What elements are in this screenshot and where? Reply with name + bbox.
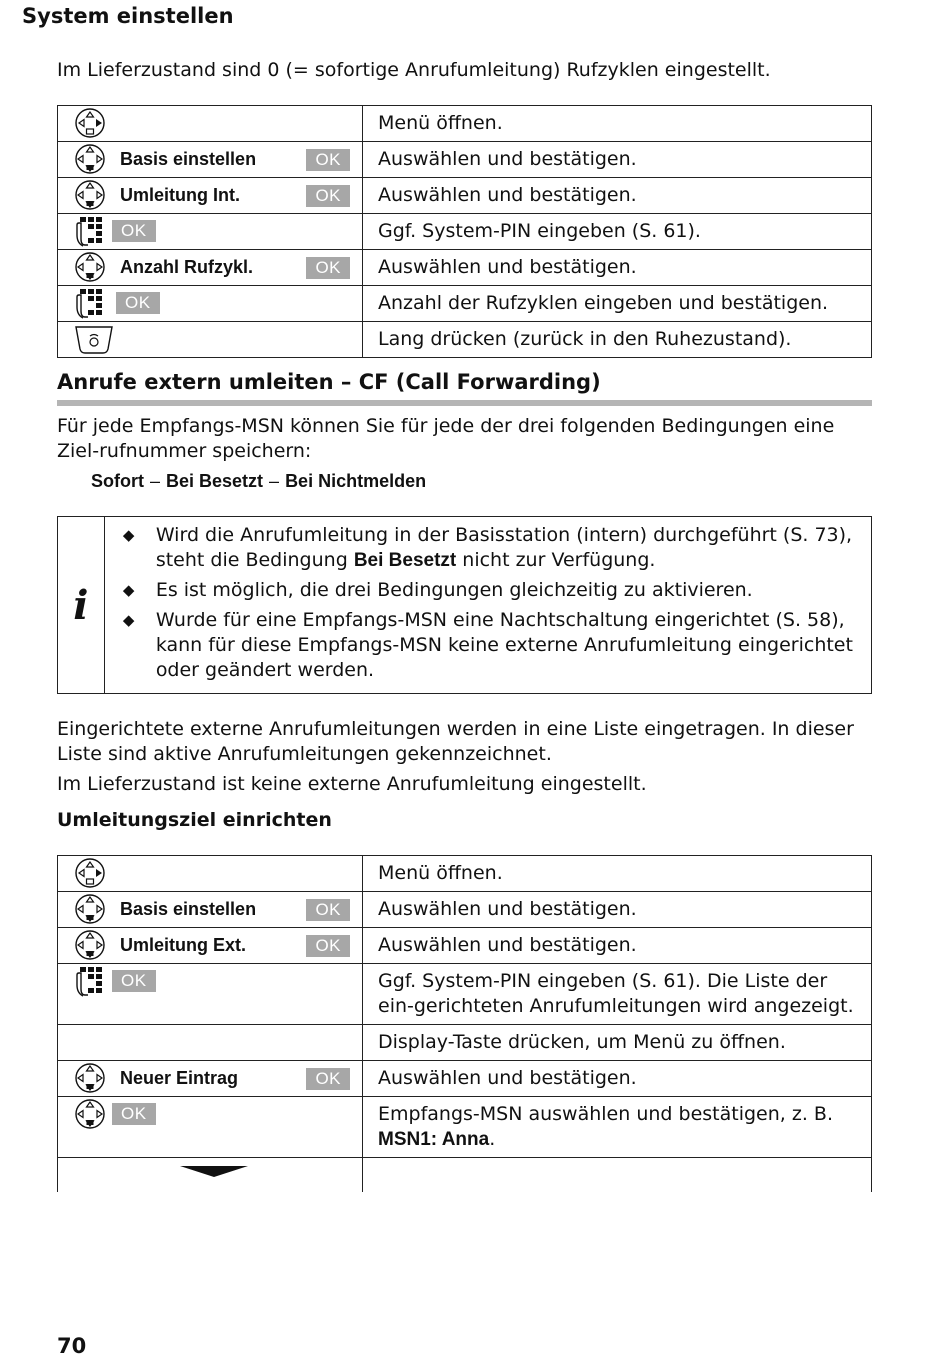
- step-text: Display-Taste drücken, um Menü zu öffnen.: [363, 1025, 872, 1061]
- table-row: [58, 214, 872, 250]
- separator: –: [269, 471, 280, 491]
- ok-key[interactable]: OK: [112, 1103, 156, 1125]
- ok-key[interactable]: OK: [306, 149, 350, 171]
- step-text: Auswählen und bestätigen.: [363, 1061, 872, 1097]
- table-row: [58, 178, 872, 214]
- ok-key[interactable]: OK: [112, 220, 156, 242]
- menu-label: Umleitung Ext.: [120, 934, 247, 955]
- info-text: Wird die Anrufumleitung in der Basisstation (intern) durchgeführt (S. 73), steht die Bedingung: [155, 524, 853, 571]
- ok-key[interactable]: OK: [306, 1068, 350, 1090]
- step-text: Lang drücken (zurück in den Ruhezustand).: [363, 322, 872, 358]
- step-text: Anzahl der Rufzyklen eingeben und bestätigen.: [363, 286, 872, 322]
- list-item: ◆ Wurde für eine Empfangs-MSN eine Nachtschaltung eingerichtet (S. 58), kann für diese Empfangs-MSN keine externe Anrufumleitung eingerichtet oder geändert werden.: [123, 608, 871, 683]
- control-key-right-icon: [74, 857, 106, 889]
- menu-label: Umleitung Int.: [120, 184, 240, 205]
- keypad-icon: [74, 215, 106, 247]
- menu-label: Basis einstellen: [120, 898, 257, 919]
- info-keyword: Bei Besetzt: [353, 550, 457, 571]
- menu-label: Neuer Eintrag: [120, 1067, 239, 1088]
- control-key-updown-icon: [74, 1062, 106, 1094]
- step-text: [363, 1158, 872, 1193]
- subheading: Umleitungsziel einrichten: [57, 809, 332, 831]
- control-key-updown-icon: [74, 179, 106, 211]
- step-text: Menü öffnen.: [363, 106, 872, 142]
- step-text: Auswählen und bestätigen.: [363, 142, 872, 178]
- table-row: [58, 1025, 872, 1061]
- section-heading: Anrufe extern umleiten – CF (Call Forwarding): [57, 370, 601, 394]
- table-row: [58, 892, 872, 928]
- display-key-arrow-icon[interactable]: [180, 1166, 248, 1177]
- condition-bei-besetzt: Bei Besetzt: [166, 471, 264, 491]
- table-row: [58, 250, 872, 286]
- table-row: [58, 1061, 872, 1097]
- table-row: [58, 856, 872, 892]
- intro-text: Im Lieferzustand sind 0 (= sofortige Anrufumleitung) Rufzyklen eingestellt.: [57, 59, 771, 81]
- section-rule: [57, 400, 872, 406]
- info-icon: i: [58, 517, 105, 693]
- step-text: Auswählen und bestätigen.: [363, 178, 872, 214]
- control-key-updown-icon: [74, 929, 106, 961]
- ok-key[interactable]: OK: [116, 292, 160, 314]
- step-text: Auswählen und bestätigen.: [363, 892, 872, 928]
- ok-key[interactable]: OK: [112, 970, 156, 992]
- list-item: [123, 523, 871, 573]
- table-row: [58, 142, 872, 178]
- table-row: [58, 964, 872, 1025]
- condition-sofort: Sofort: [91, 471, 144, 491]
- table-row: [58, 106, 872, 142]
- step-text: Ggf. System-PIN eingeben (S. 61). Die Liste der ein-gerichteten Anrufumleitungen wird angezeigt.: [363, 964, 872, 1025]
- info-text: nicht zur Verfügung.: [462, 549, 656, 571]
- step-text-part: Empfangs-MSN auswählen und bestätigen, z. B.: [378, 1103, 833, 1125]
- ok-key[interactable]: OK: [306, 899, 350, 921]
- ok-key[interactable]: OK: [306, 935, 350, 957]
- end-call-key-icon: [74, 323, 114, 355]
- step-text: Auswählen und bestätigen.: [363, 250, 872, 286]
- section-paragraph: Für jede Empfangs-MSN können Sie für jede der drei folgenden Bedingungen eine Ziel-rufnummer speichern:: [57, 415, 835, 462]
- step-text: Ggf. System-PIN eingeben (S. 61).: [363, 214, 872, 250]
- steps-table-2: [57, 855, 872, 1192]
- condition-list: [91, 471, 426, 492]
- punctuation: .: [489, 1128, 496, 1150]
- info-box: [57, 516, 872, 694]
- table-row: [58, 322, 872, 358]
- menu-label: Anzahl Rufzykl.: [120, 256, 254, 277]
- step-text: [363, 1097, 872, 1158]
- keypad-icon: [74, 287, 106, 319]
- page-number: 70: [57, 1334, 87, 1358]
- step-text: Auswählen und bestätigen.: [363, 928, 872, 964]
- control-key-updown-icon: [74, 893, 106, 925]
- msn-example: MSN1: Anna: [378, 1129, 490, 1150]
- control-key-updown-icon: [74, 251, 106, 283]
- keypad-icon: [74, 965, 106, 997]
- table-row: [58, 1158, 872, 1193]
- list-item: ◆ Es ist möglich, die drei Bedingungen gleichzeitig zu aktivieren.: [123, 578, 871, 603]
- table-row: [58, 286, 872, 322]
- step-text: Menü öffnen.: [363, 856, 872, 892]
- default-paragraph: Im Lieferzustand ist keine externe Anrufumleitung eingestellt.: [57, 773, 647, 795]
- separator: –: [150, 471, 161, 491]
- menu-label: Basis einstellen: [120, 148, 257, 169]
- ok-key[interactable]: OK: [306, 185, 350, 207]
- control-key-updown-icon: [74, 143, 106, 175]
- table-row: [58, 1097, 872, 1158]
- control-key-updown-icon: [74, 1098, 106, 1130]
- table-row: [58, 928, 872, 964]
- condition-bei-nichtmelden: Bei Nichtmelden: [285, 471, 427, 491]
- page-header: System einstellen: [22, 4, 234, 28]
- steps-table-1: [57, 105, 872, 358]
- list-paragraph: Eingerichtete externe Anrufumleitungen werden in eine Liste eingetragen. In dieser Liste sind aktive Anrufumleitungen gekennzeichnet.: [57, 718, 854, 765]
- info-list: [105, 523, 871, 693]
- control-key-right-icon: [74, 107, 106, 139]
- ok-key[interactable]: OK: [306, 257, 350, 279]
